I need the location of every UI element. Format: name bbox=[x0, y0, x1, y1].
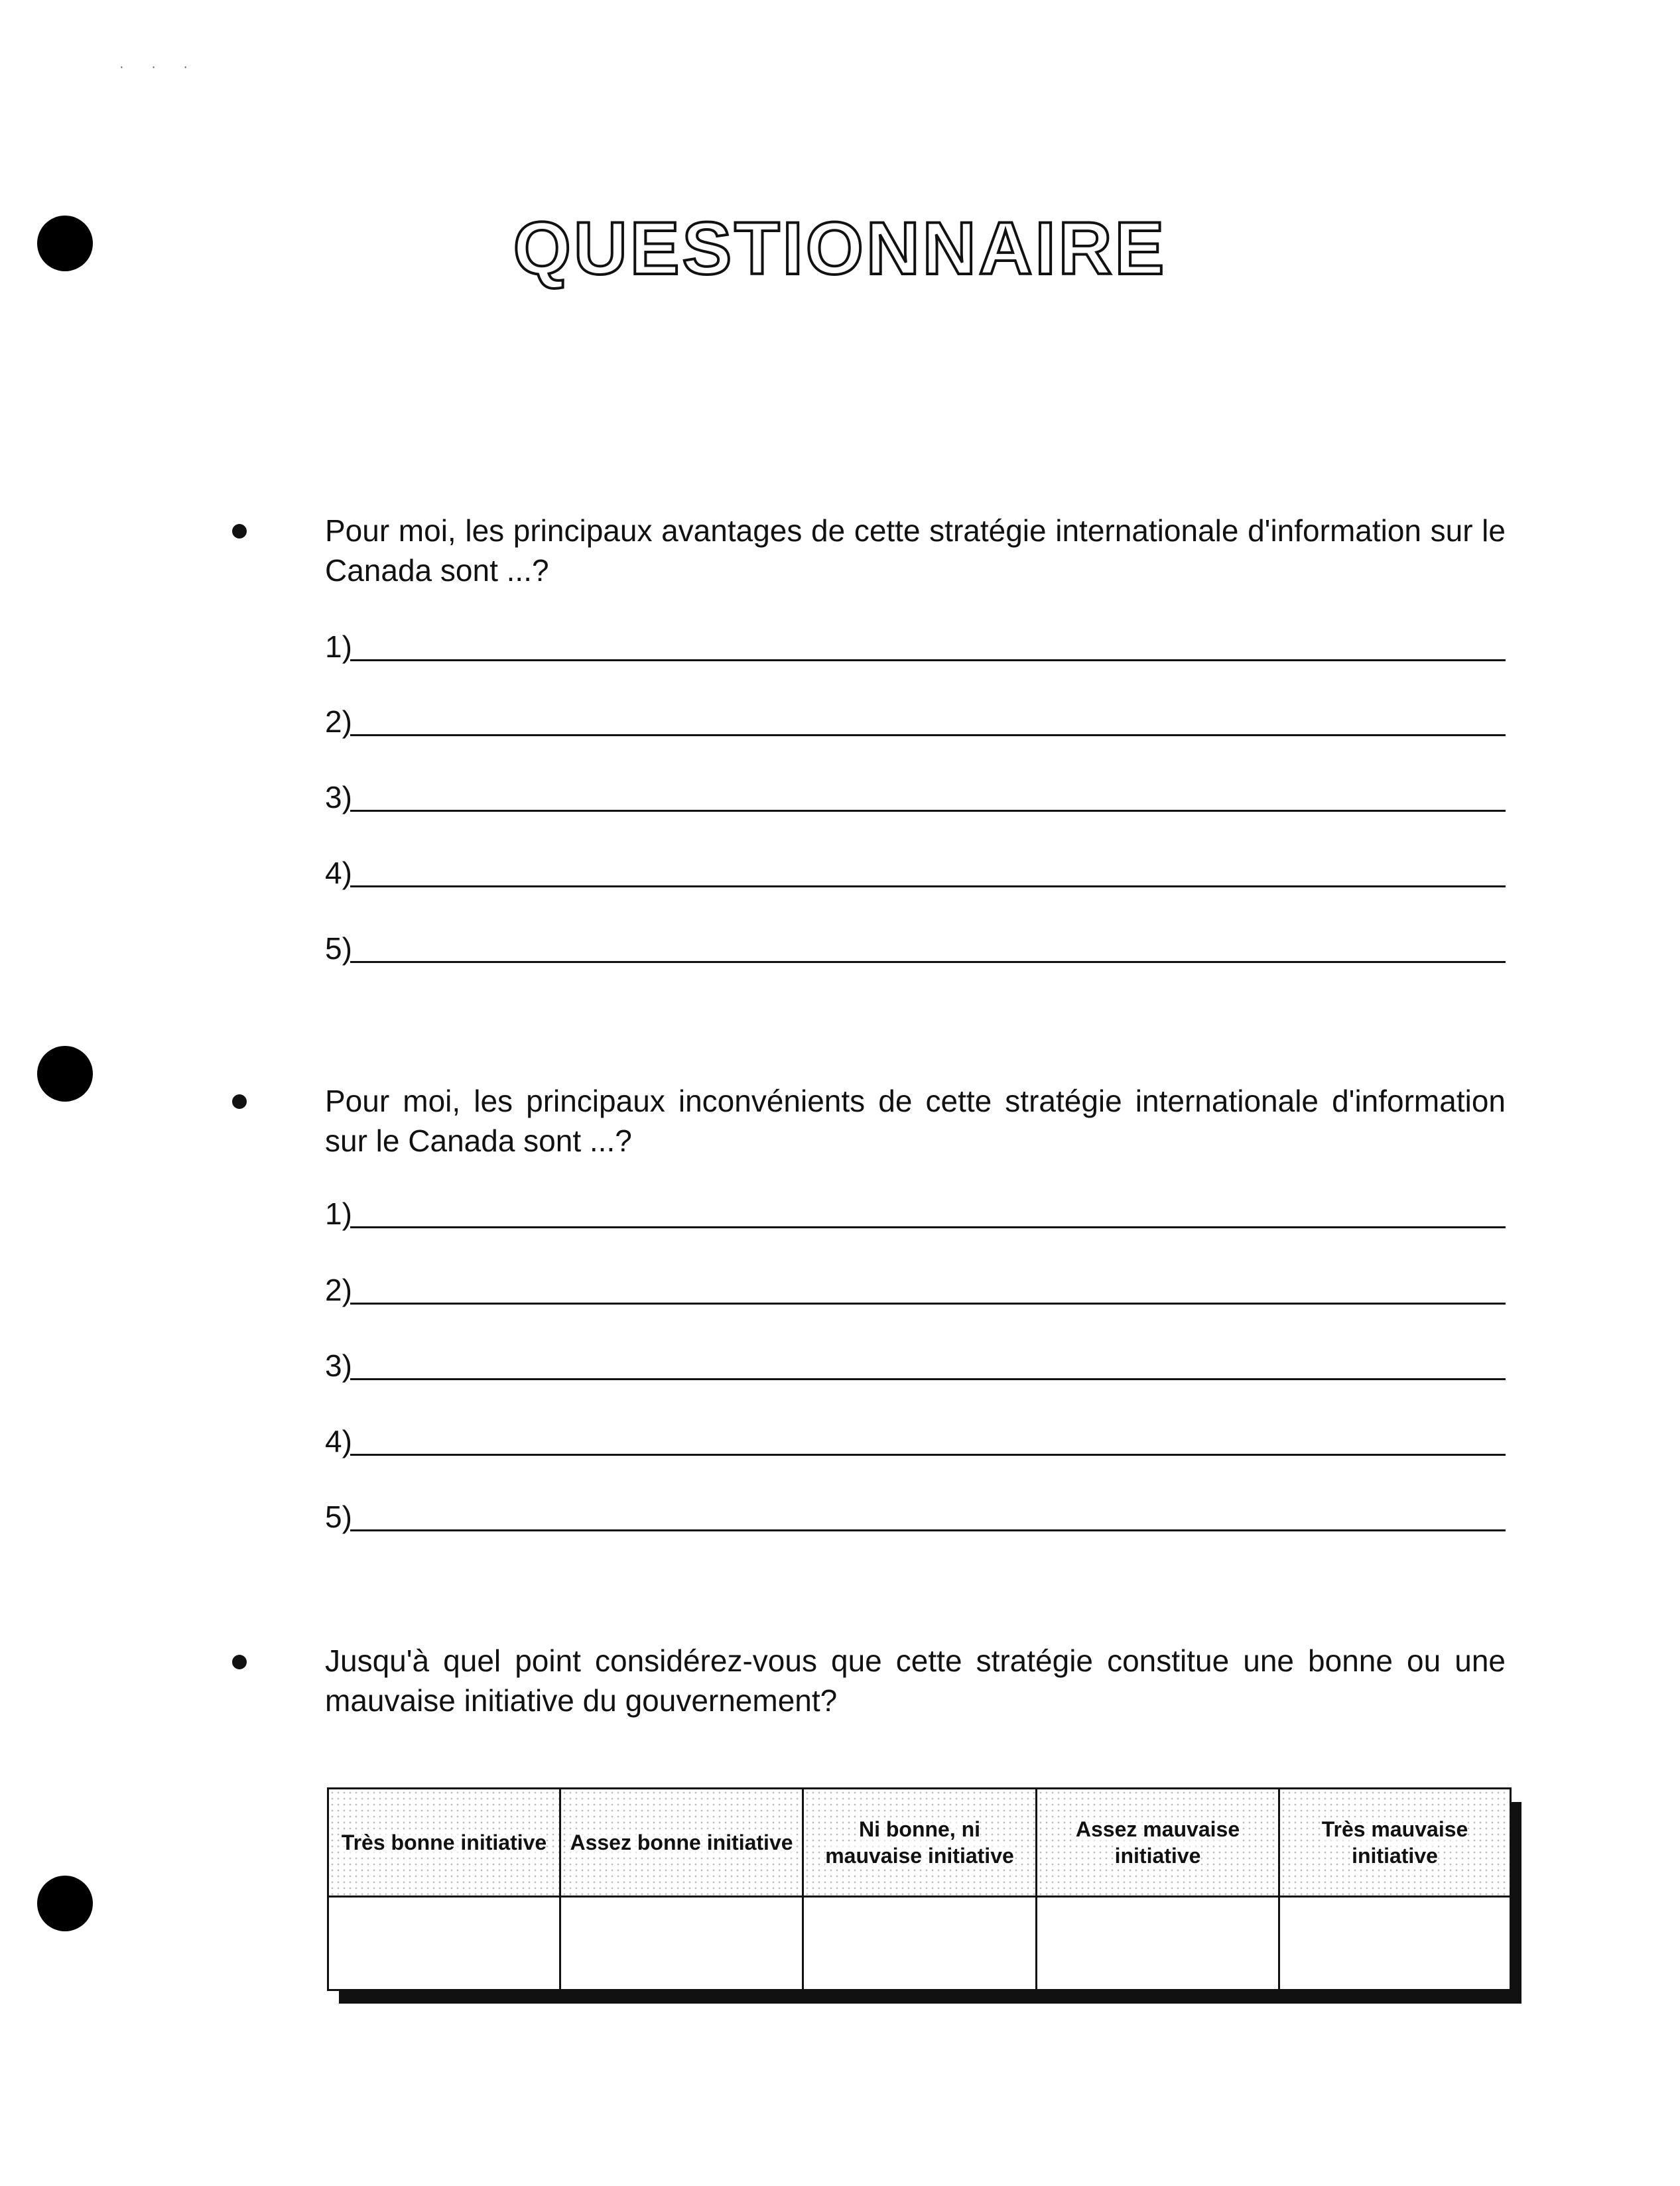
answer-rule bbox=[350, 810, 1506, 812]
rating-header-cell bbox=[1037, 1789, 1279, 1897]
answer-line[interactable] bbox=[325, 627, 1506, 667]
rating-header-label: Assez mauvaise initiative bbox=[1075, 1817, 1240, 1868]
answer-rule bbox=[350, 1529, 1506, 1531]
bullet-1 bbox=[232, 524, 247, 539]
answer-rule bbox=[350, 734, 1506, 736]
question-2: Pour moi, les principaux inconvénients de cette stratégie internationale d'information sur le Canada sont ...? bbox=[325, 1084, 1506, 1158]
answer-number: 4) bbox=[325, 1424, 352, 1458]
answer-rule bbox=[350, 1226, 1506, 1228]
answer-number: 1) bbox=[325, 629, 352, 664]
rating-response-row bbox=[328, 1897, 1511, 1990]
answer-rule bbox=[350, 1378, 1506, 1380]
rating-header-label: Très bonne initiative bbox=[341, 1831, 547, 1854]
answer-number: 2) bbox=[325, 704, 352, 739]
rating-response-cell[interactable] bbox=[328, 1897, 560, 1990]
question-3: Jusqu'à quel point considérez-vous que cette stratégie constitue une bonne ou une mauvaise initiative du gouvernement? bbox=[325, 1643, 1506, 1718]
answer-line[interactable] bbox=[325, 1497, 1506, 1537]
punch-hole-bottom bbox=[37, 1876, 93, 1931]
answer-number: 3) bbox=[325, 780, 352, 814]
rating-response-cell[interactable] bbox=[560, 1897, 803, 1990]
answer-number: 5) bbox=[325, 1500, 352, 1534]
rating-header-cell bbox=[803, 1789, 1037, 1897]
answer-line[interactable] bbox=[325, 1270, 1506, 1310]
rating-response-cell[interactable] bbox=[803, 1897, 1037, 1990]
answer-number: 3) bbox=[325, 1348, 352, 1383]
punch-hole-middle bbox=[37, 1046, 93, 1102]
answer-rule bbox=[350, 659, 1506, 661]
scan-specks: · · · bbox=[119, 60, 200, 74]
answer-number: 2) bbox=[325, 1273, 352, 1307]
answer-line[interactable] bbox=[325, 853, 1506, 893]
answer-rule bbox=[350, 961, 1506, 963]
answer-line[interactable] bbox=[325, 1421, 1506, 1461]
rating-header-label: Ni bonne, ni mauvaise initiative bbox=[825, 1817, 1014, 1868]
answer-line[interactable] bbox=[325, 929, 1506, 968]
answer-line[interactable] bbox=[325, 777, 1506, 817]
bullet-3 bbox=[232, 1655, 247, 1669]
page-title: QUESTIONNAIRE bbox=[513, 207, 1167, 290]
answer-rule bbox=[350, 885, 1506, 887]
answer-line[interactable] bbox=[325, 1346, 1506, 1385]
rating-header-cell bbox=[1279, 1789, 1511, 1897]
answer-rule bbox=[350, 1454, 1506, 1456]
rating-header-label: Très mauvaise initiative bbox=[1321, 1817, 1468, 1868]
answer-rule bbox=[350, 1303, 1506, 1305]
answer-line[interactable] bbox=[325, 1194, 1506, 1234]
rating-header-cell bbox=[560, 1789, 803, 1897]
answer-number: 5) bbox=[325, 931, 352, 966]
rating-header-row bbox=[328, 1789, 1511, 1897]
rating-response-cell[interactable] bbox=[1279, 1897, 1511, 1990]
rating-response-cell[interactable] bbox=[1037, 1897, 1279, 1990]
answer-line[interactable] bbox=[325, 702, 1506, 741]
answer-number: 1) bbox=[325, 1196, 352, 1231]
bullet-2 bbox=[232, 1094, 247, 1109]
rating-table bbox=[327, 1787, 1512, 1991]
question-1: Pour moi, les principaux avantages de cette stratégie internationale d'information sur le Canada sont ...? bbox=[325, 513, 1506, 588]
answer-number: 4) bbox=[325, 856, 352, 890]
rating-header-label: Assez bonne initiative bbox=[570, 1831, 793, 1854]
rating-table-wrapper bbox=[327, 1787, 1510, 1989]
rating-header-cell bbox=[328, 1789, 560, 1897]
